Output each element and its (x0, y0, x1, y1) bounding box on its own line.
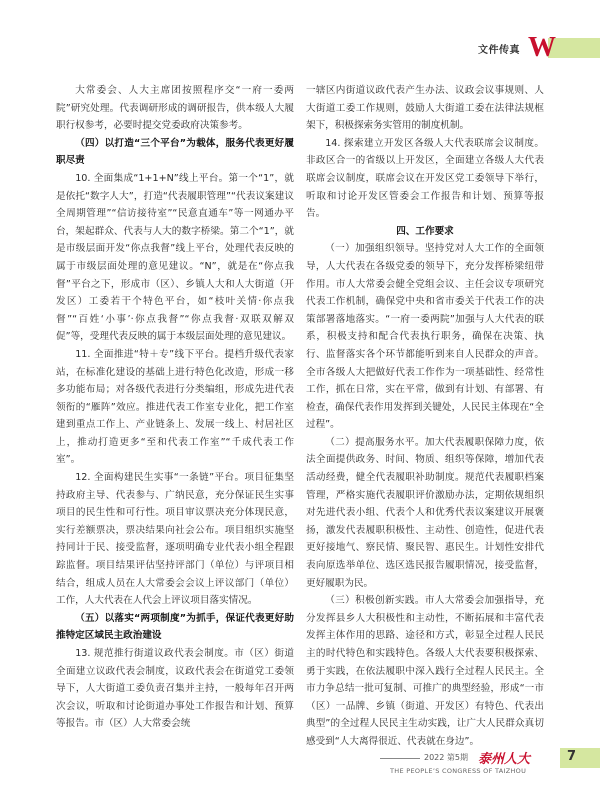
paragraph: 10. 全面集成“1+1+N”线上平台。第一个“1”，就是依托“数字人大”，打造“代表履职管理”“代表议案建议全周期管理”“信访接待室”“民意直通车”等一网通办平台，架起群众、代表与人大的数字桥梁。第二个“1”，就是市级层面开发“你点我督”线上平台，处理代表反映的属于市级层面处理的意见建议。“N”，就是在“你点我督”平台之下，形成市（区）、乡镇人大和人大街道（开发区）工委若干个特色平台，如“枝叶关情·你点我督”“百姓‘小事’·你点我督”“你点我督·双联双解双促”等，受理代表反映的属于本级层面处理的意见建议。 (56, 172, 294, 343)
paragraph: 大常委会、人大主席团按照程序交“一府一委两院”研究处理。代表调研形成的调研报告，供本级人大履职行权参考，必要时提交党委政府决策参考。 (56, 85, 294, 132)
paragraph: （三）积极创新实践。市人大常委会加强指导，充分发挥县乡人大积极性和主动性，不断拓展和丰富代表发挥主体作用的思路、途径和方式，彰显全过程人民民主的时代特色和实践特色。各级人大代表要积极探索、勇于实践，在依法履职中深入践行全过程人民民主。全市力争总结一批可复制、可推广的典型经验，形成“一市（区）一品牌、乡镇（街道、开发区）有特色、代表出典型”的全过程人民民主生动实践，让广大人民群众真切感受到“人大离得很近、代表就在身边”。 (306, 595, 544, 747)
left-column (56, 82, 294, 733)
section-heading: （五）以落实“两项制度”为抓手，保证代表更好助推特定区域民主政治建设 (56, 612, 294, 642)
paragraph: 一辖区内街道议政代表产生办法、议政会议事规则、人大街道工委工作规则，鼓励人大街道工委在法律法规框架下，积极探索务实管用的制度机制。 (306, 85, 544, 132)
page-number-tab (560, 748, 600, 768)
paragraph: 11. 全面推进“特＋专”线下平台。提档升级代表家站，在标准化建设的基础上进行特色化改造，形成一移多功能布局；对各级代表进行分类编组，形成先进代表领衔的“雁阵”效应。推进代表工作室专业化，把工作室建到重点工作上、产业链条上、发展一线上、村居社区上，推动打造更多“至和代表工作室”“千成代表工作室”。 (56, 348, 294, 466)
paragraph: （一）加强组织领导。坚持党对人大工作的全面领导，人大代表在各级党委的领导下，充分发挥桥梁纽带作用。市人大常委会健全党组会议、主任会议专项研究代表工作机制，确保党中央和省市委关于代表工作的决策部署落地落实。“一府一委两院”加强与人大代表的联系，积极支持和配合代表执行职务，确保在决策、执行、监督落实各个环节都能听到来自人民群众的声音。全市各级人大把做好代表工作作为一项基础性、经常性工作，抓在日常，实在平常，做到有计划、有部署、有检查，确保代表作用发挥到关键处，人民民主体现在“全过程”。 (306, 243, 544, 431)
paragraph: （二）提高服务水平。加大代表履职保障力度，依法全面提供政务、时间、物质、组织等保障，增加代表活动经费，健全代表履职补助制度。规范代表履职档案管理，严格实施代表履职评价激励办法，定期依规组织对先进代表小组、代表个人和优秀代表议案建议开展褒扬，激发代表履职积极性、主动性、创造性，促进代表更好接地气、察民情、聚民智、惠民生。计划性安排代表向原选举单位、选区选民报告履职情况，接受监督，更好履职为民。 (306, 436, 544, 589)
right-column (306, 82, 544, 751)
magazine-subtitle: THE PEOPLE’S CONGRESS OF TAIZHOU (390, 767, 527, 775)
issue-label: 2022 第5期 (424, 753, 468, 762)
paragraph: 14. 探索建立开发区各级人大代表联席会议制度。非政区合一的省级以上开发区，全面建立各级人大代表联席会议制度，联席会议在开发区党工委领导下举行，听取和讨论开发区管委会工作报告和计划、预算等报告。 (306, 137, 544, 220)
section-heading: （四）以打造“三个平台”为载体，服务代表更好履职尽责 (56, 137, 294, 167)
section-title: 文件传真 (478, 45, 520, 56)
page-number: 7 (567, 749, 577, 764)
paragraph: 13. 规范推行街道议政代表会制度。市（区）街道全面建立议政代表会制度，议政代表会在街道党工委领导下，人大街道工委负责召集并主持，一般每年召开两次会议，听取和讨论街道办事处工作报告和计划、预算等报告。市（区）人大常委会统 (56, 648, 294, 730)
footer (380, 748, 580, 782)
footer-rule (380, 758, 420, 759)
section-logo: W (528, 32, 556, 63)
magazine-name: 泰州人大 (478, 751, 531, 766)
chapter-heading: 四、工作要求 (396, 225, 454, 237)
paragraph: 12. 全面构建民生实事“一条链”平台。项目征集坚持政府主导、代表参与、广纳民意，充分保证民生实事项目的民生性和可行性。项目审议票决充分体现民意，实行差额票决，票决结果向社会公布。项目组织实施坚持同计于民、接受监督，逐项明确专业代表小组全程跟踪监督。项目结果评估坚持评部门（单位）与评项目相结合，组成人员在人大常委会会议上评议部门（单位）工作，人大代表在人代会上评议项目落实情况。 (56, 472, 294, 607)
